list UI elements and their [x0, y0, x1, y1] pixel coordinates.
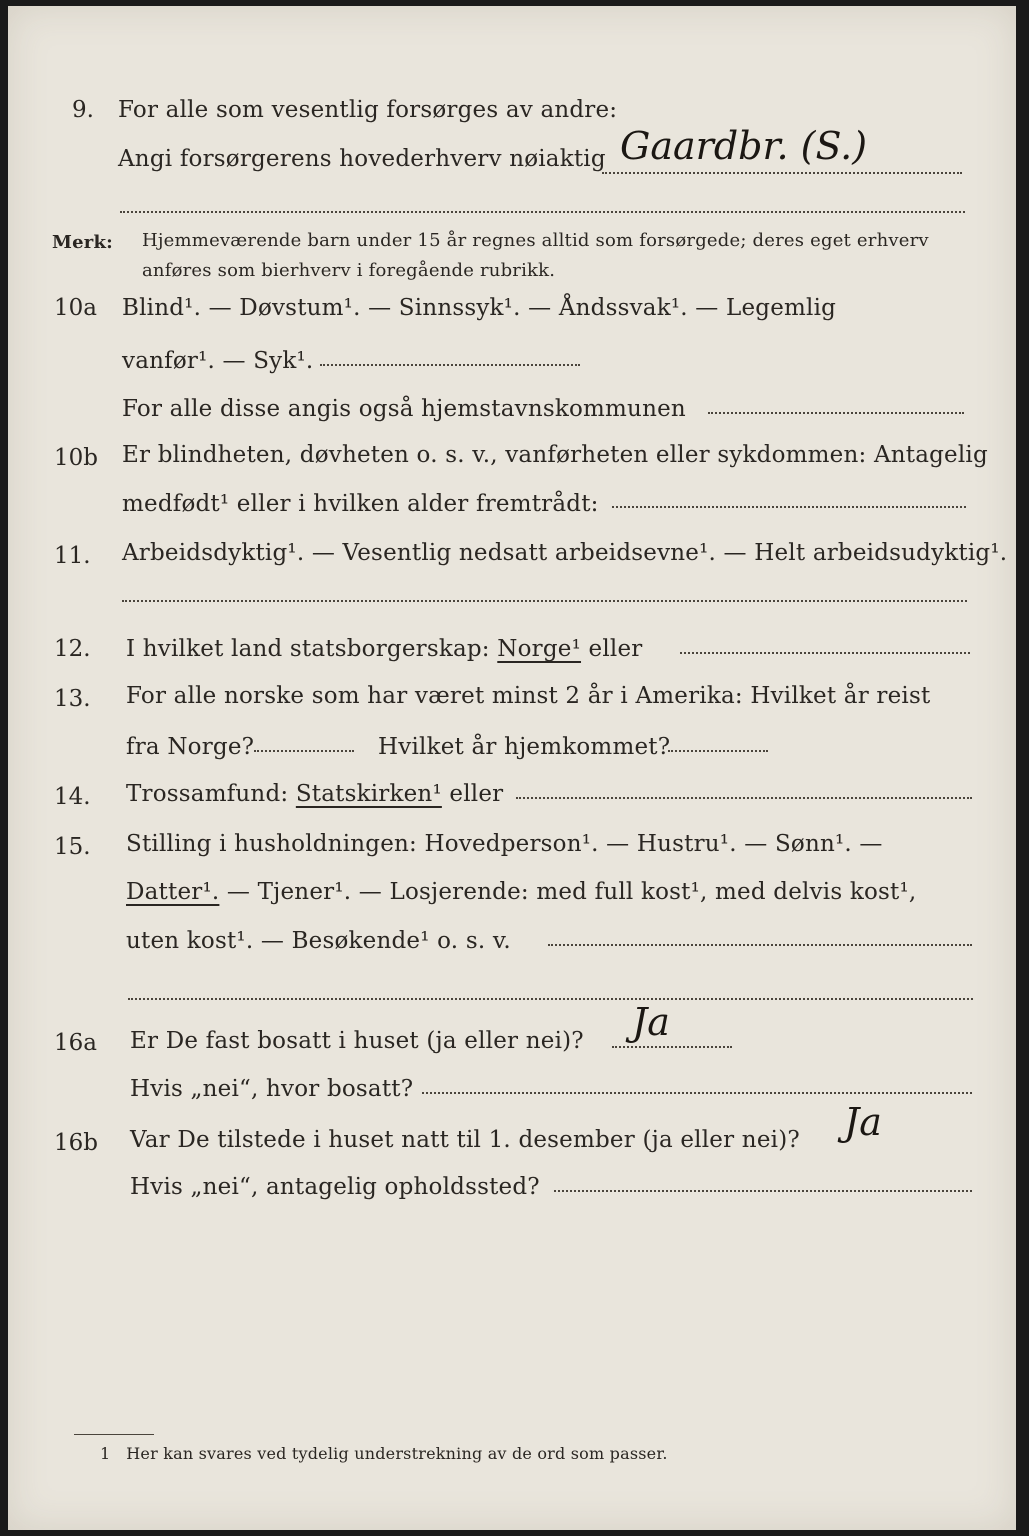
q13-line2a: fra Norge? — [126, 734, 255, 760]
q10a-line2: vanfør¹. — Syk¹. — [122, 348, 314, 374]
q10a-line3: For alle disse angis også hjemstavnskommunen — [122, 396, 686, 422]
q15-extra-line — [128, 998, 973, 1000]
q13-number: 13. — [54, 686, 91, 712]
q13-line2b: Hvilket år hjemkommet? — [378, 734, 671, 760]
q9-answer-line — [602, 172, 962, 174]
q10b-line2: medfødt¹ eller i hvilken alder fremtrådt: — [122, 491, 599, 517]
q16a-line1: Er De fast bosatt i huset (ja eller nei)? — [130, 1028, 584, 1054]
q10b-field — [612, 506, 966, 508]
q14-post: eller — [449, 781, 504, 807]
q16a-handwritten-answer: Ja — [632, 1000, 670, 1044]
q15-line2-rest: — Tjener¹. — Losjerende: med full kost¹, med delvis kost¹, — [226, 879, 917, 905]
q10a-line1: Blind¹. — Døvstum¹. — Sinnssyk¹. — Åndssvak¹. — Legemlig — [122, 295, 837, 321]
footnote-text: Her kan svares ved tydelig understrekning av de ord som passer. — [126, 1444, 668, 1463]
q16b-number: 16b — [54, 1130, 98, 1156]
q11-line1: Arbeidsdyktig¹. — Vesentlig nedsatt arbeidsevne¹. — Helt arbeidsudyktig¹. — [122, 540, 1008, 566]
q9-line1: For alle som vesentlig forsørges av andre: — [118, 97, 618, 123]
q9-handwritten-answer: Gaardbr. (S.) — [620, 124, 868, 168]
q10a-line2-field — [320, 364, 580, 366]
q11-field — [122, 600, 967, 602]
footnote-mark: 1 — [100, 1444, 111, 1463]
footnote — [100, 1444, 668, 1463]
q13-field-b — [668, 750, 768, 752]
q13-line1: For alle norske som har været minst 2 år i Amerika: Hvilket år reist — [126, 683, 931, 709]
q14-pre: Trossamfund: — [126, 781, 289, 807]
q15-underlined: Datter¹. — [126, 879, 220, 905]
q15-field — [548, 944, 972, 946]
q12-pre: I hvilket land statsborgerskap: — [126, 636, 490, 662]
q12-number: 12. — [54, 636, 91, 662]
q12-underlined: Norge¹ — [497, 636, 582, 662]
census-form-page — [8, 6, 1016, 1530]
q16a-line2-field — [422, 1092, 972, 1094]
q12-line — [126, 636, 642, 662]
q10a-number: 10a — [54, 295, 97, 321]
q14-underlined: Statskirken¹ — [295, 781, 442, 807]
q16a-field — [612, 1046, 732, 1048]
footnote-rule — [74, 1434, 154, 1435]
q15-number: 15. — [54, 834, 91, 860]
q16b-line1: Var De tilstede i huset natt til 1. desember (ja eller nei)? — [130, 1127, 800, 1153]
q15-line3: uten kost¹. — Besøkende¹ o. s. v. — [126, 928, 511, 954]
q16b-line2: Hvis „nei“, antagelig opholdssted? — [130, 1174, 540, 1200]
q14-line — [126, 781, 503, 807]
q11-number: 11. — [54, 543, 91, 569]
q15-line1: Stilling i husholdningen: Hovedperson¹. — Hustru¹. — Sønn¹. — — [126, 831, 883, 857]
q15-line2 — [126, 879, 916, 905]
q16a-number: 16a — [54, 1030, 97, 1056]
merk-label: Merk: — [52, 232, 113, 253]
q9-line2: Angi forsørgerens hovederhverv nøiaktig — [118, 146, 606, 172]
q9-number: 9. — [72, 97, 94, 123]
merk-line2: anføres som bierhverv i foregående rubrikk. — [142, 260, 556, 281]
q12-field — [680, 652, 970, 654]
q10b-line1: Er blindheten, døvheten o. s. v., vanførheten eller sykdommen: Antagelig — [122, 442, 988, 468]
q13-field-a — [254, 750, 354, 752]
merk-line1: Hjemmeværende barn under 15 år regnes alltid som forsørgede; deres eget erhverv — [142, 230, 929, 251]
q14-number: 14. — [54, 784, 91, 810]
q10b-number: 10b — [54, 445, 98, 471]
q10a-line3-field — [708, 412, 964, 414]
q16b-field — [554, 1190, 972, 1192]
q9-extra-line — [120, 211, 965, 213]
q16b-handwritten-answer: Ja — [844, 1100, 882, 1144]
q14-field — [516, 797, 972, 799]
q12-post: eller — [588, 636, 643, 662]
q16a-line2: Hvis „nei“, hvor bosatt? — [130, 1076, 414, 1102]
